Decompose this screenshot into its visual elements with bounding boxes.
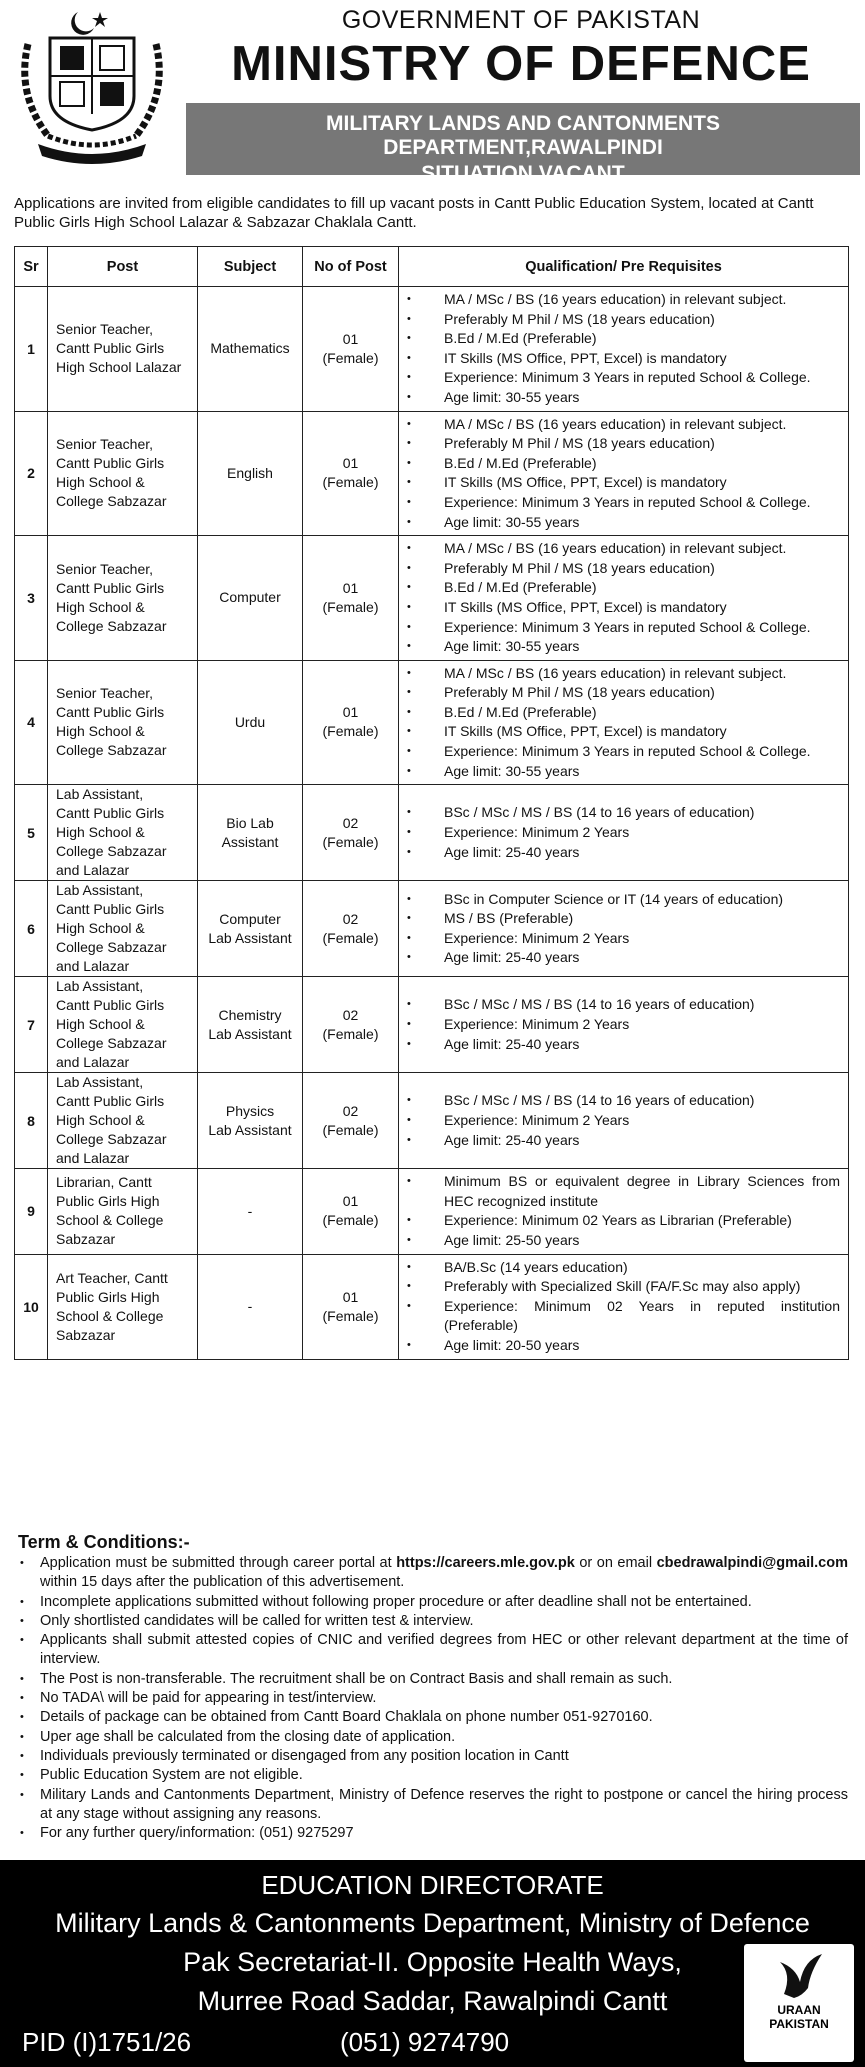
count-line: (Female) <box>322 723 379 740</box>
cell-subject <box>198 536 303 661</box>
cell-subject <box>198 881 303 977</box>
count-line: 02 <box>342 814 359 831</box>
department-name: MILITARY LANDS AND CANTONMENTS DEPARTMENT,RAWALPINDI <box>326 112 720 159</box>
list-item: • Experience: Minimum 2 Years <box>407 1111 840 1131</box>
cell-no-of-post <box>303 881 399 977</box>
post-line: Public Girls High <box>56 1288 160 1305</box>
cell-sr: 5 <box>15 785 48 881</box>
cell-sr: 3 <box>15 536 48 661</box>
header-sr: Sr <box>15 247 48 287</box>
post-line: High School Lalazar <box>56 359 182 376</box>
count-line: (Female) <box>322 598 379 615</box>
term-text: or on email <box>574 1555 657 1571</box>
list-item: • B.Ed / M.Ed (Preferable) <box>407 578 840 598</box>
list-item: • IT Skills (MS Office, PPT, Excel) is mandatory <box>407 598 840 618</box>
cell-subject <box>198 411 303 536</box>
post-line: Cantt Public Girls <box>56 455 165 472</box>
cell-subject <box>198 977 303 1073</box>
logo-text-pakistan: PAKISTAN <box>769 2017 829 2031</box>
intro-text: Applications are invited from eligible candidates to fill up vacant posts in Cantt Public Education System, located at Cantt Public Girls High School Lalazar & Sabzazar Chaklala Cantt. <box>14 195 814 231</box>
cell-sr: 1 <box>15 287 48 412</box>
cell-qualification <box>399 1169 849 1254</box>
cell-subject <box>198 660 303 785</box>
list-item: • Preferably M Phil / MS (18 years education) <box>407 559 840 579</box>
footer-address-2: Murree Road Saddar, Rawalpindi Cantt <box>197 1986 668 2016</box>
cell-qualification <box>399 977 849 1073</box>
cell-no-of-post <box>303 660 399 785</box>
post-line: College Sabzazar <box>56 1131 167 1148</box>
count-line: (Female) <box>322 1212 379 1229</box>
list-item: • Individuals previously terminated or disengaged from any position location in Cantt <box>18 1747 848 1766</box>
post-line: Cantt Public Girls <box>56 704 165 721</box>
term-text: Application must be submitted through career portal at <box>40 1555 397 1571</box>
footer <box>0 1860 865 2067</box>
post-line: Art Teacher, Cantt <box>56 1269 168 1286</box>
count-line: (Female) <box>322 1025 379 1042</box>
directorate-title: EDUCATION DIRECTORATE <box>261 1870 604 1900</box>
terms-list <box>18 1554 848 1843</box>
post-line: College Sabzazar <box>56 617 167 634</box>
cell-sr: 7 <box>15 977 48 1073</box>
post-line: College Sabzazar <box>56 939 167 956</box>
cell-post <box>48 660 198 785</box>
list-item: • MA / MSc / BS (16 years education) in relevant subject. <box>407 539 840 559</box>
post-line: and Lalazar <box>56 862 130 879</box>
subject-line: Lab Assistant <box>208 929 292 946</box>
list-item: • The Post is non-transferable. The recruitment shall be on Contract Basis and shall remain as such. <box>18 1670 848 1689</box>
cell-post <box>48 411 198 536</box>
table-row <box>15 411 849 536</box>
qualification-list <box>407 539 840 657</box>
post-line: Cantt Public Girls <box>56 805 165 822</box>
post-line: Librarian, Cantt <box>56 1174 152 1191</box>
department-band <box>186 103 860 185</box>
post-line: Cantt Public Girls <box>56 579 165 596</box>
uraan-pakistan-logo <box>744 1944 854 2062</box>
subject-line: - <box>247 1202 253 1219</box>
count-line: 01 <box>342 1193 359 1210</box>
list-item: • Experience: Minimum 3 Years in reputed School & College. <box>407 742 840 762</box>
count-line: 02 <box>342 910 359 927</box>
list-item: • Preferably M Phil / MS (18 years education) <box>407 310 840 330</box>
subject-line: Physics <box>225 1102 275 1119</box>
cell-sr: 10 <box>15 1254 48 1359</box>
cell-subject <box>198 1254 303 1359</box>
subject-line: Bio Lab <box>226 814 274 831</box>
pid-number: PID (I)1751/26 <box>22 2027 192 2057</box>
cell-post <box>48 881 198 977</box>
cell-subject <box>198 1073 303 1169</box>
cell-post <box>48 1169 198 1254</box>
government-title: GOVERNMENT OF PAKISTAN <box>341 6 701 34</box>
post-line: Lab Assistant, <box>56 1074 144 1091</box>
count-line: 01 <box>342 704 359 721</box>
list-item: • Only shortlisted candidates will be called for written test & interview. <box>18 1612 848 1631</box>
list-item: • IT Skills (MS Office, PPT, Excel) is mandatory <box>407 349 840 369</box>
list-item: • Age limit: 25-50 years <box>407 1231 840 1251</box>
cell-subject <box>198 785 303 881</box>
cell-post <box>48 1254 198 1359</box>
subject-line: English <box>227 464 273 481</box>
post-line: High School & <box>56 824 145 841</box>
list-item: • Age limit: 30-55 years <box>407 388 840 408</box>
post-line: High School & <box>56 1112 145 1129</box>
term-text: within 15 days after the publication of this advertisement. <box>40 1574 405 1591</box>
cell-subject <box>198 287 303 412</box>
list-item: • Experience: Minimum 2 Years <box>407 1015 840 1035</box>
list-item: • For any further query/information: (051) 9275297 <box>18 1824 848 1843</box>
cell-sr: 9 <box>15 1169 48 1254</box>
list-item: • Age limit: 25-40 years <box>407 948 840 968</box>
cell-qualification <box>399 411 849 536</box>
cell-no-of-post <box>303 1254 399 1359</box>
cell-sr: 4 <box>15 660 48 785</box>
table-body <box>15 287 849 1360</box>
post-line: and Lalazar <box>56 1150 130 1167</box>
post-line: High School & <box>56 723 145 740</box>
list-item: • B.Ed / M.Ed (Preferable) <box>407 329 840 349</box>
ministry-title: MINISTRY OF DEFENCE <box>231 37 811 91</box>
cell-no-of-post <box>303 785 399 881</box>
cell-post <box>48 785 198 881</box>
subject-line: Lab Assistant <box>208 1025 292 1042</box>
cell-post <box>48 977 198 1073</box>
count-line: 01 <box>342 579 359 596</box>
post-line: Senior Teacher, <box>56 685 154 702</box>
cell-qualification <box>399 1073 849 1169</box>
list-item: • Age limit: 25-40 years <box>407 1035 840 1055</box>
post-line: College Sabzazar <box>56 493 167 510</box>
list-item: • BSc / MSc / MS / BS (14 to 16 years of education) <box>407 1091 840 1111</box>
list-item: • MS / BS (Preferable) <box>407 909 840 929</box>
count-line: (Female) <box>322 929 379 946</box>
cell-qualification <box>399 881 849 977</box>
count-line: (Female) <box>322 474 379 491</box>
header-qualification: Qualification/ Pre Requisites <box>399 247 849 287</box>
email-link[interactable]: cbedrawalpindi@gmail.com <box>656 1555 848 1571</box>
cell-sr: 2 <box>15 411 48 536</box>
qualification-list <box>407 1091 840 1150</box>
count-line: (Female) <box>322 349 379 366</box>
career-portal-link[interactable]: https://careers.mle.gov.pk <box>396 1555 575 1571</box>
list-item: • Experience: Minimum 2 Years <box>407 823 840 843</box>
list-item: • Uper age shall be calculated from the closing date of application. <box>18 1728 848 1747</box>
qualification-list <box>407 1258 840 1356</box>
list-item: • Preferably M Phil / MS (18 years education) <box>407 683 840 703</box>
count-line: 01 <box>342 455 359 472</box>
post-line: Sabzazar <box>56 1326 116 1343</box>
post-line: Cantt Public Girls <box>56 997 165 1014</box>
cell-no-of-post <box>303 977 399 1073</box>
count-line: (Female) <box>322 833 379 850</box>
table-row <box>15 536 849 661</box>
post-line: Senior Teacher, <box>56 321 154 338</box>
list-item: • Age limit: 25-40 years <box>407 1131 840 1151</box>
table-header-row <box>15 247 849 287</box>
cell-no-of-post <box>303 287 399 412</box>
post-line: High School & <box>56 920 145 937</box>
subject-line: - <box>247 1298 253 1315</box>
post-line: Lab Assistant, <box>56 882 144 899</box>
table-row <box>15 660 849 785</box>
post-line: Sabzazar <box>56 1231 116 1248</box>
cell-qualification <box>399 660 849 785</box>
post-line: Lab Assistant, <box>56 978 144 995</box>
cell-no-of-post <box>303 536 399 661</box>
terms-title: Term & Conditions:- <box>18 1532 190 1552</box>
subject-line: Chemistry <box>218 1006 282 1023</box>
list-item: • BA/B.Sc (14 years education) <box>407 1258 840 1278</box>
post-line: College Sabzazar <box>56 742 167 759</box>
list-item: • Age limit: 30-55 years <box>407 513 840 533</box>
list-item: • B.Ed / M.Ed (Preferable) <box>407 703 840 723</box>
list-item: • Experience: Minimum 02 Years in reputed institution (Preferable) <box>407 1297 840 1336</box>
subject-line: Computer <box>219 589 281 606</box>
list-item: • Preferably M Phil / MS (18 years education) <box>407 434 840 454</box>
qualification-list <box>407 803 840 862</box>
count-line: 02 <box>342 1006 359 1023</box>
cell-qualification <box>399 1254 849 1359</box>
qualification-list <box>407 995 840 1054</box>
cell-post <box>48 1073 198 1169</box>
post-line: Public Girls High <box>56 1193 160 1210</box>
cell-no-of-post <box>303 411 399 536</box>
list-item: • Applicants shall submit attested copies of CNIC and verified degrees from HEC or other relevant department at the time of interview. <box>18 1631 848 1670</box>
list-item: • Age limit: 20-50 years <box>407 1336 840 1356</box>
qualification-list <box>407 890 840 968</box>
list-item: • Experience: Minimum 2 Years <box>407 929 840 949</box>
post-line: College Sabzazar <box>56 1035 167 1052</box>
list-item: • MA / MSc / BS (16 years education) in relevant subject. <box>407 290 840 310</box>
table-row <box>15 1254 849 1359</box>
list-item: • Experience: Minimum 3 Years in reputed School & College. <box>407 493 840 513</box>
post-line: School & College <box>56 1212 164 1229</box>
list-item: • Military Lands and Cantonments Department, Ministry of Defence reserves the right to postpone or cancel the hiring process at any stage without assigning any reasons. <box>18 1786 848 1825</box>
footer-phone: (051) 9274790 <box>340 2027 510 2057</box>
cell-sr: 6 <box>15 881 48 977</box>
list-item: • IT Skills (MS Office, PPT, Excel) is mandatory <box>407 722 840 742</box>
situation-vacant: SITUATION VACANT <box>421 162 625 185</box>
header <box>0 0 865 185</box>
cell-no-of-post <box>303 1169 399 1254</box>
post-line: Lab Assistant, <box>56 786 144 803</box>
count-line: 01 <box>342 1288 359 1305</box>
vacancy-table <box>14 246 849 1360</box>
list-item: • B.Ed / M.Ed (Preferable) <box>407 454 840 474</box>
subject-line: Urdu <box>234 713 266 730</box>
qualification-list <box>407 290 840 408</box>
header-no-of-post: No of Post <box>303 247 399 287</box>
table-row <box>15 881 849 977</box>
post-line: and Lalazar <box>56 1054 130 1071</box>
table-row <box>15 785 849 881</box>
post-line: and Lalazar <box>56 958 130 975</box>
header-post: Post <box>48 247 198 287</box>
cell-post <box>48 536 198 661</box>
post-line: Senior Teacher, <box>56 560 154 577</box>
list-item <box>18 1554 848 1593</box>
subject-line: Assistant <box>221 833 279 850</box>
cell-qualification <box>399 785 849 881</box>
header-subject: Subject <box>198 247 303 287</box>
cell-sr: 8 <box>15 1073 48 1169</box>
post-line: Cantt Public Girls <box>56 340 165 357</box>
post-line: Cantt Public Girls <box>56 901 165 918</box>
logo-text-uraan: URAAN <box>777 2003 821 2017</box>
count-line: (Female) <box>322 1307 379 1324</box>
post-line: High School & <box>56 474 145 491</box>
footer-address-1: Pak Secretariat-II. Opposite Health Ways, <box>183 1947 682 1977</box>
eagle-icon <box>744 1944 854 2004</box>
list-item: • IT Skills (MS Office, PPT, Excel) is mandatory <box>407 473 840 493</box>
list-item: • No TADA\ will be paid for appearing in test/interview. <box>18 1689 848 1708</box>
post-line: High School & <box>56 1016 145 1033</box>
table-row <box>15 977 849 1073</box>
post-line: School & College <box>56 1307 164 1324</box>
cell-qualification <box>399 536 849 661</box>
cell-post <box>48 287 198 412</box>
count-line: 01 <box>342 330 359 347</box>
table-row <box>15 1169 849 1254</box>
table-row <box>15 1073 849 1169</box>
terms-section <box>18 1532 848 1843</box>
subject-line: Mathematics <box>210 340 290 357</box>
qualification-list <box>407 415 840 533</box>
qualification-list <box>407 664 840 782</box>
list-item: • Experience: Minimum 3 Years in reputed School & College. <box>407 368 840 388</box>
list-item: • Incomplete applications submitted without following proper procedure or after deadline shall not be entertained. <box>18 1593 848 1612</box>
list-item: • Age limit: 25-40 years <box>407 843 840 863</box>
list-item: • BSc in Computer Science or IT (14 years of education) <box>407 890 840 910</box>
count-line: (Female) <box>322 1121 379 1138</box>
post-line: Cantt Public Girls <box>56 1093 165 1110</box>
footer-department: Military Lands & Cantonments Department, Ministry of Defence <box>55 1908 810 1938</box>
list-item: • Preferably with Specialized Skill (FA/F.Sc may also apply) <box>407 1277 840 1297</box>
qualification-list <box>407 1172 840 1250</box>
subject-line: Lab Assistant <box>208 1121 292 1138</box>
count-line: 02 <box>342 1102 359 1119</box>
table-row <box>15 287 849 412</box>
post-line: College Sabzazar <box>56 843 167 860</box>
list-item: • Details of package can be obtained from Cantt Board Chaklala on phone number 051-9270160. <box>18 1708 848 1727</box>
list-item: • Age limit: 30-55 years <box>407 637 840 657</box>
post-line: Senior Teacher, <box>56 436 154 453</box>
list-item: • BSc / MSc / MS / BS (14 to 16 years of education) <box>407 995 840 1015</box>
list-item: • BSc / MSc / MS / BS (14 to 16 years of education) <box>407 803 840 823</box>
list-item: • Age limit: 30-55 years <box>407 762 840 782</box>
list-item: • Experience: Minimum 3 Years in reputed School & College. <box>407 618 840 638</box>
list-item: • Minimum BS or equivalent degree in Library Sciences from HEC recognized institute <box>407 1172 840 1211</box>
post-line: High School & <box>56 598 145 615</box>
list-item: • MA / MSc / BS (16 years education) in relevant subject. <box>407 415 840 435</box>
subject-line: Computer <box>219 910 281 927</box>
list-item: • Public Education System are not eligible. <box>18 1766 848 1785</box>
cell-qualification <box>399 287 849 412</box>
cell-subject <box>198 1169 303 1254</box>
list-item: • MA / MSc / BS (16 years education) in relevant subject. <box>407 664 840 684</box>
list-item: • Experience: Minimum 02 Years as Librarian (Preferable) <box>407 1211 840 1231</box>
cell-no-of-post <box>303 1073 399 1169</box>
state-emblem-icon <box>8 4 176 166</box>
